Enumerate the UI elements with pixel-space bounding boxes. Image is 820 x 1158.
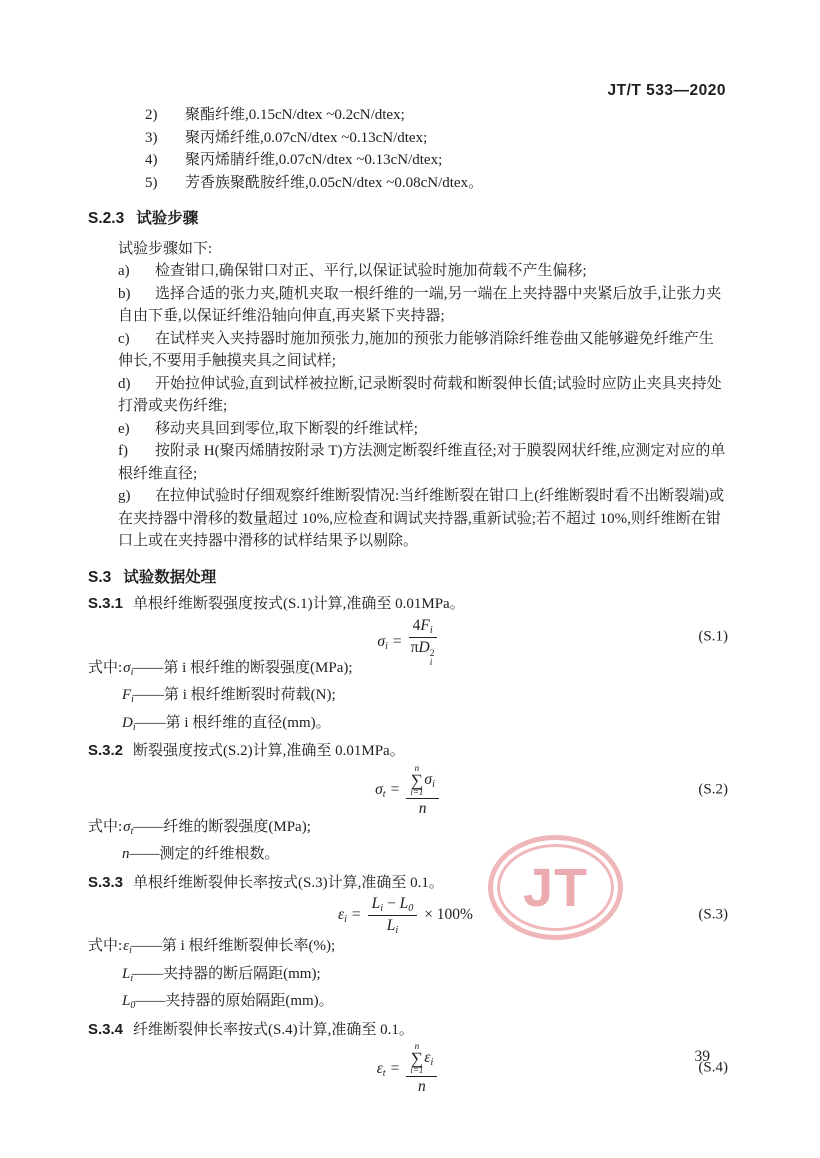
clause-text: 单根纤维断裂伸长率按式(S.3)计算,准确至 0.1。 [133, 874, 444, 891]
summation [410, 764, 423, 797]
def-subscript: i [130, 666, 134, 678]
sigma-sum-icon: ∑ [410, 1049, 423, 1068]
step-item [118, 260, 728, 283]
var-subscript: i [395, 925, 399, 936]
section-heading-s23 [88, 208, 728, 231]
list-text: 聚酯纤维,0.15cN/dtex ~0.2cN/dtex; [185, 107, 405, 123]
clause-text: 纤维断裂伸长率按式(S.4)计算,准确至 0.1。 [133, 1021, 414, 1038]
list-text: 芳香族聚酰胺纤维,0.05cN/dtex ~0.08cN/dtex。 [185, 174, 484, 191]
def-text: ——纤维的断裂强度(MPa); [133, 818, 311, 835]
formula-s3 [88, 895, 728, 935]
subscript: i [429, 657, 433, 668]
def-symbol: ε [123, 938, 130, 954]
formula-label-s3: (S.3) [698, 906, 728, 923]
var-L: L [371, 895, 381, 912]
section-title: 试验数据处理 [123, 568, 217, 586]
step-marker: a) [118, 263, 130, 279]
equation-s2 [375, 762, 441, 817]
denominator [409, 638, 437, 668]
definition-row [88, 935, 728, 963]
definition-row [122, 712, 728, 740]
def-text: ——第 i 根纤维的断裂强度(MPa); [133, 659, 353, 676]
var-subscript: i [429, 624, 433, 636]
definitions-s1 [88, 657, 728, 740]
sub-sup-stack [430, 650, 435, 668]
numerator [368, 895, 418, 916]
var-subscript: i [430, 1057, 434, 1069]
definition-row [122, 843, 728, 871]
def-symbol: σ [123, 659, 131, 676]
step-text: 检查钳口,确保钳口对正、平行,以保证试验时施加荷载不产生偏移; [155, 263, 587, 279]
equals-sign: = [351, 906, 361, 924]
standard-number-header: JT/T 533—2020 [607, 82, 726, 99]
step-item [118, 440, 728, 485]
clause-number: S.3.3 [88, 873, 124, 891]
def-text: ——测定的纤维根数。 [129, 846, 280, 862]
definition-row [122, 963, 728, 991]
superscript: 2 [429, 648, 435, 659]
clause-s31 [88, 593, 728, 616]
clause-number: S.3.2 [88, 742, 124, 759]
clause-s34 [88, 1019, 728, 1042]
var-n: n [417, 1078, 426, 1095]
list-item [145, 172, 728, 195]
where-prefix: 式中: [88, 818, 123, 835]
fraction [406, 1042, 437, 1096]
var-D: D [418, 638, 430, 656]
list-marker: 5) [145, 174, 158, 191]
fraction [406, 764, 439, 818]
step-marker: c) [118, 330, 130, 347]
clause-s33 [88, 872, 728, 895]
section-heading-s3 [88, 567, 728, 590]
step-item [118, 418, 728, 441]
def-subscript: 0 [130, 1000, 136, 1011]
def-symbol: D [122, 714, 133, 731]
summation [410, 1042, 423, 1075]
step-marker: d) [118, 375, 131, 392]
minus-sign: − [386, 895, 396, 912]
numerator [409, 617, 437, 638]
def-text: ——第 i 根纤维断裂时荷载(N); [133, 687, 336, 703]
denominator [368, 916, 418, 936]
where-prefix: 式中: [88, 938, 123, 954]
step-marker: b) [118, 285, 131, 302]
formula-label-s1: (S.1) [698, 628, 728, 644]
sum-upper-limit: n [414, 762, 420, 773]
def-text: ——夹持器的原始隔距(mm)。 [135, 993, 334, 1009]
list-item [145, 149, 728, 172]
equation-s1 [377, 616, 438, 668]
formula-label-s2: (S.2) [698, 781, 728, 797]
clause-text: 断裂强度按式(S.2)计算,准确至 0.01MPa。 [133, 743, 405, 759]
section-number: S.2.3 [88, 210, 125, 227]
clause-number: S.3.4 [88, 1020, 124, 1038]
list-item [145, 104, 728, 127]
var-subscript: i [385, 640, 388, 652]
step-item [118, 485, 728, 553]
list-text: 聚丙烯纤维,0.07cN/dtex ~0.13cN/dtex; [185, 129, 428, 146]
denominator [406, 1077, 437, 1096]
numerator [406, 764, 439, 799]
formula-label-s4: (S.4) [698, 1059, 728, 1076]
var-epsilon: ε [424, 1049, 431, 1067]
step-text: 在试样夹入夹持器时施加预张力,施加的预张力能够消除纤维卷曲又能够避免纤维产生伸长,不要用手触摸夹具之间试样; [118, 330, 714, 369]
var-F: F [420, 616, 430, 634]
times-100-percent: × 100% [424, 906, 473, 924]
def-symbol: L [122, 965, 131, 982]
def-text: ——第 i 根纤维的直径(mm)。 [135, 714, 331, 731]
steps-intro: 试验步骤如下: [118, 240, 213, 257]
definitions-s2 [88, 816, 728, 871]
formula-s4 [88, 1042, 728, 1094]
def-subscript: i [131, 694, 134, 705]
jt-watermark-text: JT [522, 857, 589, 918]
formula-s2 [88, 764, 728, 816]
var-L: L [399, 895, 409, 912]
def-subscript: i [130, 972, 134, 984]
coefficient: 4 [412, 616, 421, 634]
fraction [368, 895, 418, 936]
sum-upper-limit: n [414, 1041, 420, 1051]
def-subscript: i [132, 721, 136, 733]
test-steps-list [118, 260, 728, 553]
where-prefix: 式中: [88, 659, 123, 676]
definition-row [88, 816, 728, 844]
var-subscript: i [344, 914, 347, 926]
sum-lower-limit: i=1 [410, 786, 424, 797]
var-subscript: 0 [408, 903, 414, 914]
list-marker: 2) [145, 107, 158, 123]
def-symbol: L [122, 993, 131, 1009]
equals-sign: = [390, 1059, 400, 1077]
var-L: L [386, 917, 396, 934]
def-symbol: F [122, 687, 132, 703]
page-number: 39 [694, 1048, 710, 1065]
list-text: 聚丙烯腈纤维,0.07cN/dtex ~0.13cN/dtex; [185, 152, 443, 168]
list-item [145, 127, 728, 150]
equation-s4 [376, 1041, 440, 1095]
step-text: 移动夹具回到零位,取下断裂的纤维试样; [155, 420, 418, 437]
equals-sign: = [392, 632, 402, 650]
def-subscript: t [130, 825, 134, 837]
definition-row [122, 990, 728, 1018]
var-sigma: σ [377, 632, 386, 650]
step-text: 按附录 H(聚丙烯腈按附录 T)方法测定断裂纤维直径;对于膜裂网状纤维,应测定对应的单根纤维直径; [118, 443, 726, 482]
var-subscript: t [382, 1067, 386, 1079]
sigma-sum-icon: ∑ [410, 770, 423, 790]
def-text: ——夹持器的断后隔距(mm); [133, 965, 321, 982]
var-n: n [418, 799, 427, 817]
step-marker: g) [118, 488, 131, 504]
section-title: 试验步骤 [136, 210, 199, 227]
var-subscript: i [432, 778, 435, 790]
list-marker: 3) [145, 129, 158, 146]
var-subscript: i [380, 903, 384, 914]
clause-number: S.3.1 [88, 595, 124, 612]
def-symbol: σ [123, 818, 131, 835]
step-text: 开始拉伸试验,直到试样被拉断,记录断裂时荷载和断裂伸长值;试验时应防止夹具夹持处打滑或夹伤纤维; [118, 375, 722, 414]
step-item [118, 283, 728, 328]
var-sigma: σ [424, 770, 433, 788]
fraction [409, 617, 437, 668]
var-epsilon: ε [376, 1059, 383, 1077]
def-symbol: n [122, 846, 130, 862]
step-item [118, 328, 728, 373]
equals-sign: = [390, 781, 400, 799]
step-item [118, 373, 728, 418]
step-marker: e) [118, 420, 130, 437]
numerator [406, 1042, 437, 1077]
clause-text: 单根纤维断裂强度按式(S.1)计算,准确至 0.01MPa。 [133, 596, 465, 612]
list-marker: 4) [145, 152, 158, 168]
equation-s3 [338, 895, 478, 936]
step-text: 在拉伸试验时仔细观察纤维断裂情况:当纤维断裂在钳口上(纤维断裂时看不出断裂端)或在夹持器中滑移的数量超过 10%,应检查和调试夹持器,重新试验;若不超过 10%,则纤维断在钳口上或在夹持器中滑移的试样结果予以剔除。 [118, 488, 725, 549]
pi-symbol: π [410, 638, 419, 656]
definitions-s3 [88, 935, 728, 1018]
denominator [406, 799, 439, 818]
var-epsilon: ε [338, 906, 345, 924]
definition-row [122, 684, 728, 712]
step-marker: f) [118, 443, 128, 459]
section-number: S.3 [88, 568, 112, 586]
def-subscript: i [129, 945, 132, 956]
var-sigma: σ [375, 781, 383, 799]
var-subscript: t [382, 789, 386, 801]
fiber-strength-list [145, 104, 728, 194]
sum-lower-limit: i=1 [410, 1065, 424, 1075]
clause-s32 [88, 740, 728, 763]
def-text: ——第 i 根纤维断裂伸长率(%); [131, 938, 336, 954]
step-text: 选择合适的张力夹,随机夹取一根纤维的一端,另一端在上夹持器中夹紧后放手,让张力夹自由下垂,以保证纤维沿轴向伸直,再夹紧下夹持器; [118, 285, 722, 324]
